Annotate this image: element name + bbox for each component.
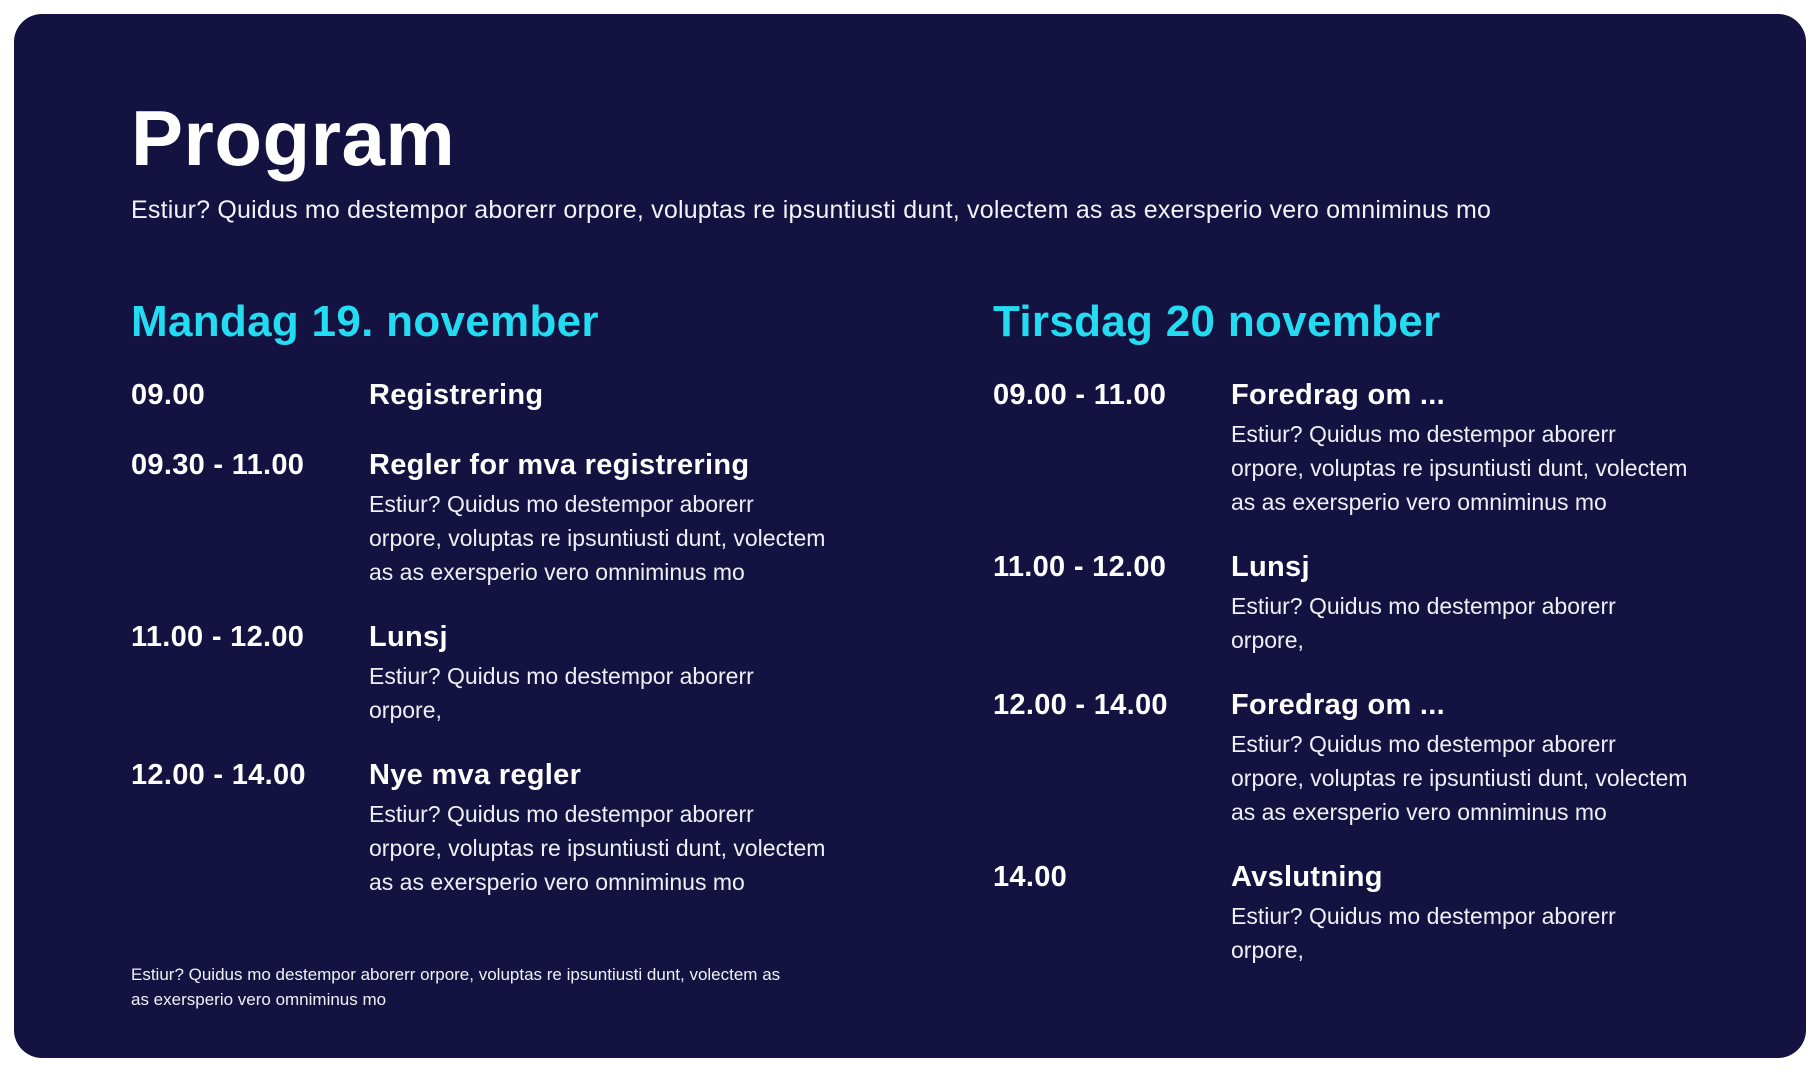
item-time: 09.30 - 11.00 [131, 448, 305, 481]
item-description: Estiur? Quidus mo destempor aborerr orpore, voluptas re ipsuntiusti dunt, volectem as as exersperio vero omniminus mo [369, 800, 826, 895]
item-time: 11.00 - 12.00 [993, 550, 1167, 583]
day-heading-tuesday: Tirsdag 20 november [993, 296, 1441, 346]
item-time: 14.00 [993, 860, 1068, 893]
item-body [369, 757, 831, 899]
item-title: Nye mva regler [369, 758, 582, 791]
program-card [14, 14, 1806, 1058]
item-description: Estiur? Quidus mo destempor aborerr orpore, voluptas re ipsuntiusti dunt, volectem as as exersperio vero omniminus mo [1231, 730, 1688, 825]
item-description: Estiur? Quidus mo destempor aborerr orpore, [369, 662, 754, 723]
schedule-item [993, 859, 1693, 967]
page-title: Program [131, 94, 456, 182]
item-time: 09.00 - 11.00 [993, 378, 1167, 411]
day-column-tuesday [993, 297, 1693, 997]
schedule-item [131, 757, 831, 899]
item-time: 12.00 - 14.00 [131, 758, 306, 791]
item-body [1231, 687, 1693, 829]
footer-note [131, 962, 780, 1012]
item-body [1231, 549, 1693, 657]
item-title: Foredrag om ... [1231, 378, 1445, 411]
item-title: Lunsj [369, 620, 448, 653]
item-title: Foredrag om ... [1231, 688, 1445, 721]
item-time: 09.00 [131, 378, 206, 411]
day-column-monday [131, 297, 831, 997]
footer-note-line1: Estiur? Quidus mo destempor aborerr orpore, voluptas re ipsuntiusti dunt, volectem as [131, 965, 781, 984]
schedule-item [131, 619, 831, 727]
item-time: 11.00 - 12.00 [131, 620, 305, 653]
item-body [369, 447, 831, 589]
day-heading-monday: Mandag 19. november [131, 296, 599, 346]
item-body [1231, 377, 1693, 519]
footer-note-line2: as exersperio vero omniminus mo [131, 990, 387, 1009]
schedule-columns [131, 297, 1686, 997]
schedule-item [993, 377, 1693, 519]
item-body [369, 377, 831, 417]
item-title: Avslutning [1231, 860, 1383, 893]
item-description: Estiur? Quidus mo destempor aborerr orpore, voluptas re ipsuntiusti dunt, volectem as as exersperio vero omniminus mo [369, 490, 826, 585]
item-body [369, 619, 831, 727]
item-time: 12.00 - 14.00 [993, 688, 1168, 721]
item-title: Regler for mva registrering [369, 448, 750, 481]
item-description: Estiur? Quidus mo destempor aborerr orpore, [1231, 902, 1616, 963]
schedule-item [131, 447, 831, 589]
page-subtitle: Estiur? Quidus mo destempor aborerr orpore, voluptas re ipsuntiusti dunt, volectem as as exersperio vero omniminus mo [131, 195, 1492, 224]
item-description: Estiur? Quidus mo destempor aborerr orpore, [1231, 592, 1616, 653]
item-body [1231, 859, 1693, 967]
schedule-item [993, 549, 1693, 657]
schedule-item [993, 687, 1693, 829]
item-description: Estiur? Quidus mo destempor aborerr orpore, voluptas re ipsuntiusti dunt, volectem as as exersperio vero omniminus mo [1231, 420, 1688, 515]
item-title: Registrering [369, 378, 544, 411]
item-title: Lunsj [1231, 550, 1310, 583]
schedule-item [131, 377, 831, 417]
